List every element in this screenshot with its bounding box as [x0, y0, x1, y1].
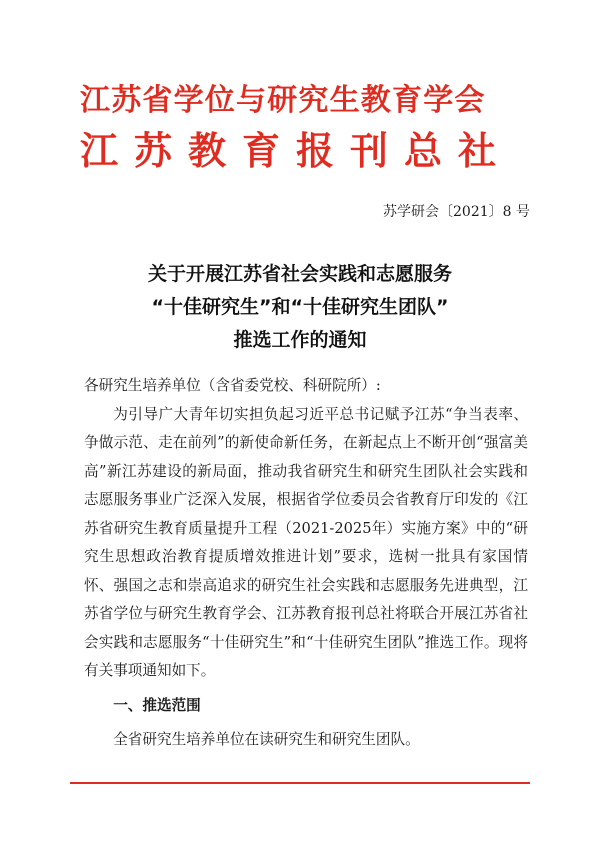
- body-paragraph: 为引导广大青年切实担负起习近平总书记赋予江苏“争当表率、争做示范、走在前列”的新使命新任务，在新起点上不断开创“强富美高”新江苏建设的新局面，推动我省研究生和研究生团队社会实践和志愿服务事业广泛深入发展，根据省学位委员会省教育厅印发的《江苏省研究生教育质量提升工程（2021-2025年）实施方案》中的“研究生思想政治教育提质增效推进计划”要求，选树一批具有家国情怀、强国之志和崇高追求的研究生社会实践和志愿服务先进典型，江苏省学位与研究生教育学会、江苏教育报刊总社将联合开展江苏省社会实践和志愿服务“十佳研究生”和“十佳研究生团队”推选工作。现将有关事项通知如下。: [84, 405, 528, 679]
- section-text-scope: 全省研究生培养单位在读研究生和研究生团队。: [113, 731, 420, 748]
- document-title: [60, 258, 540, 357]
- red-divider-rule: [70, 782, 530, 784]
- section-heading-scope: 一、推选范围: [113, 696, 201, 714]
- title-line-2: “十佳研究生”和“十佳研究生团队”: [151, 296, 449, 318]
- document-body: [84, 372, 528, 755]
- title-line-3: 推选工作的通知: [233, 329, 367, 351]
- document-number: 苏学研会〔2021〕8 号: [383, 204, 530, 220]
- issuer-name-society: 江苏省学位与研究生教育学会: [80, 83, 486, 118]
- title-line-1: 关于开展江苏省社会实践和志愿服务: [147, 263, 452, 285]
- salutation: 各研究生培养单位（含省委党校、科研院所）:: [84, 377, 381, 394]
- issuer-name-press: 江苏教育报刊总社: [80, 128, 513, 173]
